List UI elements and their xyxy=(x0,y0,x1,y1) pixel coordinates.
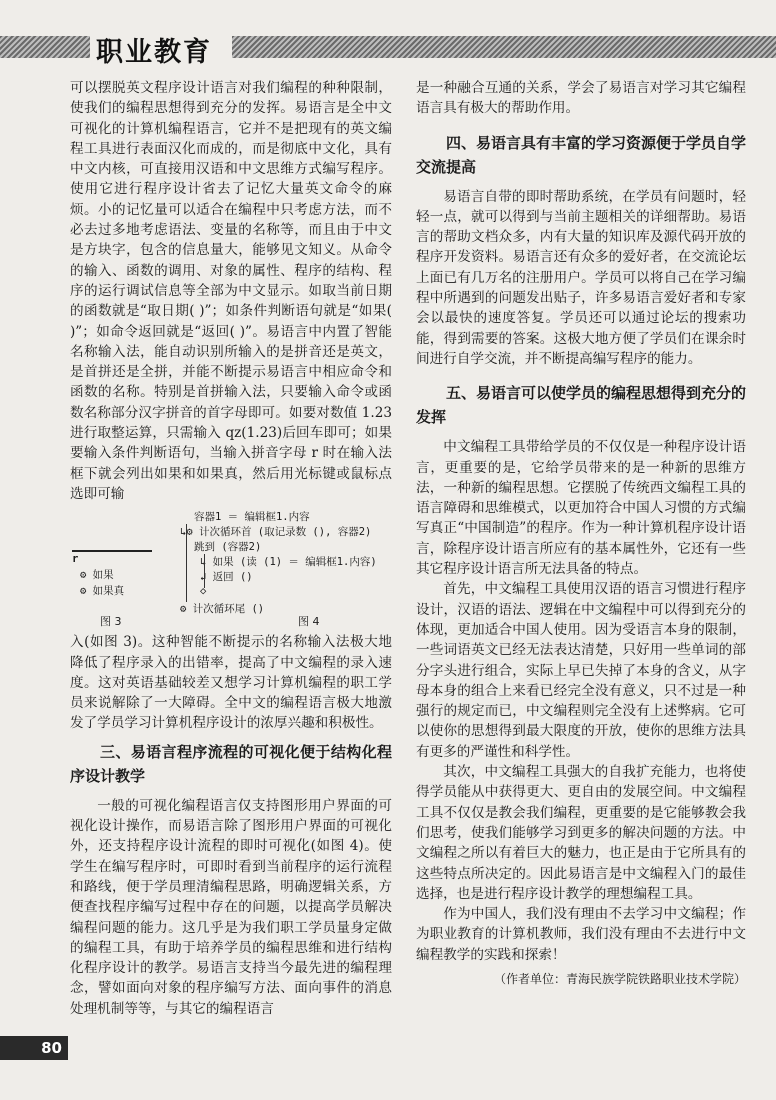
fig3-option-1: ⚙ 如果 xyxy=(80,569,114,582)
fig4-line-3: 跳到 (容器2) xyxy=(194,541,262,554)
header-stripe-right xyxy=(232,36,776,58)
figure-4-caption: 图 4 xyxy=(298,615,320,629)
left-paragraph-2: 入(如图 3)。这种智能不断提示的名称输入法极大地降低了程序录入的出错率，提高了中文编程的录入速度。这对英语基础较差又想学习计算机编程的职工学员来说解除了一大障碍。全中文的编程语言极大地激发了学员学习计算机程序设计的浓厚兴趣和积极性。 xyxy=(70,634,392,732)
right-paragraph-6: 作为中国人，我们没有理由不去学习中文编程；作为职业教育的计算机教师，我们没有理由不去进行中文编程教学的实践和探索！ xyxy=(416,906,746,963)
left-column xyxy=(70,78,392,1019)
figure-3-caption: 图 3 xyxy=(100,615,122,629)
journal-section-title: 职业教育 xyxy=(96,37,212,68)
flow-line-inner xyxy=(204,554,205,588)
section-4-heading: 四、易语言具有丰富的学习资源便于学员自学交流提高 xyxy=(416,133,747,176)
fig4-line-4: ↳ 如果 (读 (1) ＝ 编辑框1.内容) xyxy=(200,556,377,569)
flow-line-outer xyxy=(186,524,187,602)
input-box-line xyxy=(72,550,152,566)
section-5-heading: 五、易语言可以使学员的编程思想得到充分的发挥 xyxy=(416,384,747,427)
left-paragraph-3: 一般的可视化编程语言仅支持图形用户界面的可视化设计操作，而易语言除了图形用户界面的可视化外，还支持程序设计流程的即时可视化(如图 4)。使学生在编写程序时，可即时看到当前程序的运行流程和路线，便于学员理清编程思路，明确逻辑关系，方便查找程序编写过程中存在的问题，以提高学员解决编程问题的能力。这几乎是为我们职工学员量身定做的编程工具，有助于培养学员的编程思维和进行结构化程序设计的教学。易语言支持当今最先进的编程理念，譬如面向对象的程序编写方法、面向事件的消息处理机制等等，与其它的编程语言 xyxy=(70,797,392,1017)
left-paragraph-1: 可以摆脱英文程序设计语言对我们编程的种种限制，使我们的编程思想得到充分的发挥。易语言是全中文可视化的计算机编程语言，它并不是把现有的英文编程工具进行表面汉化而成的，而是彻底中文化，具有中文内核，可直接用汉语和中文思维方式编写程序。使用它进行程序设计省去了记忆大量英文命令的麻烦。小的记忆量可以适合在编程中只考虑方法，而不必去过多地考虑语法、变量的名称等，而且由于中文是方块字，包含的信息量大，能够见文知义。从命令的输入、函数的调用、对象的属性、程序的结构、程序的运行调试信息等全部为中文显示。如取当前日期的函数就是“取日期( )”；如条件判断语句就是“如果( )”；如命令返回就是“返回( )”。易语言中内置了智能名称输入法，能自动识别所输入的是拼音还是英文，是首拼还是全拼，并能不断提示易语言中相应命令和函数的名称。特别是首拼输入法，只要输入命令或函数名称部分汉字拼音的首字母即可。如要对数值 1.23 进行取整运算，只需输入 qz(1.23)后回车即可；如果要输入条件判断语句，当输入拼音字母 r 时在输入法框下就会列出如果和如果真，然后用光标键或鼠标点选即可输 xyxy=(70,80,392,502)
right-column xyxy=(416,78,746,989)
section-3-heading: 三、易语言程序流程的可视化便于结构化程序设计教学 xyxy=(70,742,392,785)
right-paragraph-5: 其次，中文编程工具强大的自我扩充能力，也将使得学员能从中获得更大、更自由的发展空间。中文编程工具不仅仅是教会我们编程，更重要的是它能够教会我们思考，使我们能够学习到更多的解决问题的方法。中文编程之所以有着巨大的魅力，也正是由于它所具有的这些特点所决定的。因此易语言是中文编程入门的最佳选择，也是进行程序设计教学的理想编程工具。 xyxy=(416,764,746,902)
figure-3 xyxy=(70,550,160,620)
right-paragraph-1: 是一种融合互通的关系，学会了易语言对学习其它编程语言具有极大的帮助作用。 xyxy=(416,80,746,117)
fig4-line-5: ↲ 返回 () xyxy=(200,571,253,584)
author-affiliation: （作者单位：青海民族学院铁路职业技术学院） xyxy=(493,971,746,986)
fig3-option-2: ⚙ 如果真 xyxy=(80,585,125,598)
fig3-input-text: r xyxy=(72,553,79,566)
fig4-line-2: ↳⚙ 计次循环首 (取记录数 (), 容器2) xyxy=(180,526,372,539)
fig4-line-6: ⚙ 计次循环尾 () xyxy=(180,603,265,616)
figures-3-4 xyxy=(70,510,392,628)
right-paragraph-3: 中文编程工具带给学员的不仅仅是一种程序设计语言，更重要的是，它给学员带来的是一种新的思维方法，一种新的编程思想。它摆脱了传统西文编程工具的语言障碍和思维模式，以更加符合中国人习惯的方式编写真正“中国制造”的程序。作为一种计算机程序设计语言，除程序设计语言所应有的基本属性外，它还有一些其它程序设计语言所无法具备的特点。 xyxy=(416,439,746,578)
header-stripe-left xyxy=(0,36,90,58)
journal-header xyxy=(0,28,776,66)
figure-4 xyxy=(174,510,392,626)
page-number: 80 xyxy=(0,1036,68,1060)
fig4-line-1: 容器1 ＝ 编辑框1.内容 xyxy=(194,511,310,524)
fig4-diamond-icon: ◇ xyxy=(200,585,207,598)
right-paragraph-2: 易语言自带的即时帮助系统，在学员有问题时，轻轻一点，就可以得到与当前主题相关的详细帮助。易语言的帮助文档众多，内有大量的知识库及源代码开放的程序开发资料。易语言还有众多的爱好者，在交流论坛上面已有几万名的注册用户。学员可以将自己在学习编程中所遇到的问题发出贴子，许多易语言爱好者和专家会以最快的速度答复。学员还可以通过论坛的搜索功能，得到需要的答案。这极大地方便了学员们在课余时间进行自学交流，并不断提高编写程序的能力。 xyxy=(416,188,746,367)
right-paragraph-4: 首先，中文编程工具使用汉语的语言习惯进行程序设计，汉语的语法、逻辑在中文编程中可以得到充分的体现，更加适合中国人使用。因为受语言本身的限制，一些词语英文已经无法表达清楚，只好用一些单词的部分字头进行组合，实际上早已失掉了本身的含义，从字母本身的组合上来看已经完全没有意义，只不过是一种强行的规定而已，中文编程则完全没有上述弊病。它可以使你的思想得到最大限度的开放，使你的思维方法具有更多的严谨性和科学性。 xyxy=(416,581,746,760)
